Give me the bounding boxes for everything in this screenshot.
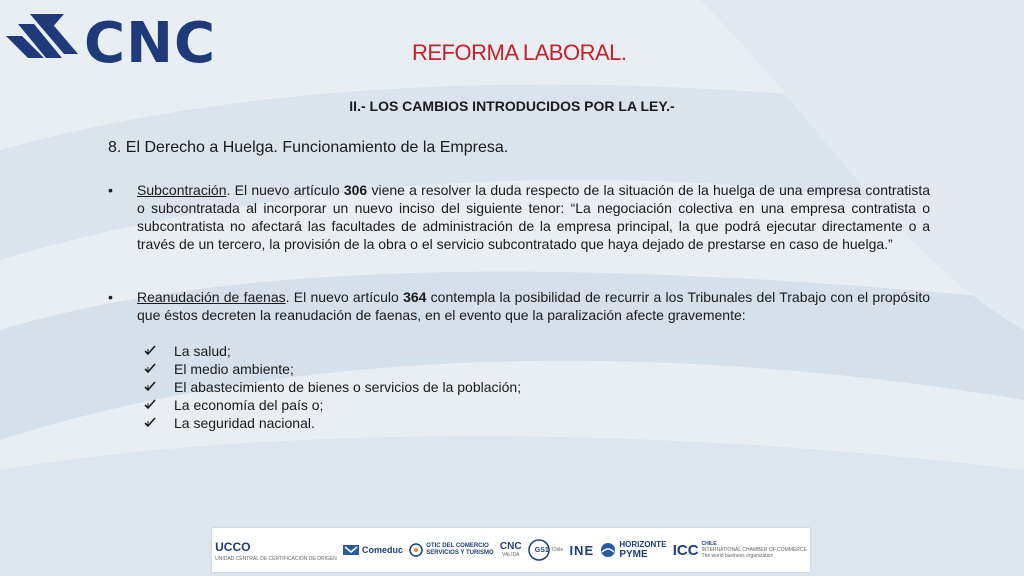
checklist-text: La economía del país o; [174, 397, 324, 413]
arrow-check-icon [144, 399, 156, 411]
icc-line-2: INTERNATIONAL CHAMBER OF COMMERCE [701, 547, 807, 553]
icc-line-3: The world business organization [701, 553, 774, 559]
icc-line-1: CHILE [701, 541, 717, 547]
sponsor-logo-strip [212, 528, 810, 572]
article-number: 364 [403, 289, 427, 305]
otic-line-1: OTIC DEL COMERCIO [426, 543, 489, 549]
otic-star-icon [409, 543, 423, 557]
bullet-paragraph [137, 288, 930, 324]
icc-logo [673, 541, 807, 559]
cnc-valida-subtitle: VALIDA [502, 552, 520, 558]
bullet-marker: • [108, 289, 113, 305]
otic-logo [409, 543, 493, 557]
otic-line-2: SERVICIOS Y TURISMO [426, 550, 494, 556]
checklist-item [144, 414, 521, 432]
checklist-item [144, 378, 521, 396]
arrow-check-icon [144, 381, 156, 393]
article-number: 306 [343, 182, 368, 198]
ine-logo [569, 543, 594, 558]
cnc-swoosh-icon [4, 14, 84, 68]
bullet-text: . El nuevo artículo [226, 182, 344, 198]
arrow-check-icon [144, 417, 156, 429]
cnc-valida-name: CNC [499, 541, 522, 552]
ucco-logo [215, 538, 337, 562]
cnc-valida-logo [500, 542, 522, 558]
bullet-reanudacion [108, 288, 930, 324]
comeduc-logo [343, 543, 403, 557]
checklist-text: El medio ambiente; [174, 361, 294, 377]
pyme-name: PYME [619, 549, 648, 560]
horizonte-name: HORIZONTE [619, 540, 667, 549]
bullet-term: Subcontración [137, 182, 227, 198]
checklist-item [144, 342, 521, 360]
bullet-text: contempla la posibilidad de recurrir a los Tribunales del Trabajo con el propósito que éstos decreten la reanudación de faenas, en el evento que la paralización afecte gravemente: [137, 289, 931, 323]
ine-name: INE [569, 542, 595, 558]
ucco-subtitle: UNIDAD CENTRAL DE CERTIFICACIÓN DE ORIGEN [215, 556, 337, 562]
bullet-text: . El nuevo artículo [285, 289, 404, 305]
gs1-name: GS1 [534, 546, 549, 554]
checklist-text: El abastecimiento de bienes o servicios de la población; [174, 379, 522, 395]
comeduc-name: Comeduc [362, 545, 404, 555]
section-title: II.- LOS CAMBIOS INTRODUCIDOS POR LA LEY.- [349, 98, 675, 114]
cnc-logo [4, 11, 244, 76]
logo-wordmark: CNC [84, 11, 217, 76]
subsection-title: 8. El Derecho a Huelga. Funcionamiento de la Empresa. [108, 139, 509, 156]
bullet-marker: • [108, 182, 113, 198]
bullet-term: Reanudación de faenas [137, 289, 286, 305]
checklist-item [144, 360, 521, 378]
horizonte-pyme-logo [600, 540, 666, 560]
gs1-logo [528, 539, 563, 561]
arrow-check-icon [144, 363, 156, 375]
checklist-text: La salud; [174, 343, 231, 359]
arrow-check-icon [144, 345, 156, 357]
bullet-subcontracion [108, 181, 930, 253]
checklist-text: La seguridad nacional. [174, 415, 315, 431]
icc-name: ICC [672, 541, 699, 559]
checklist [144, 342, 521, 432]
slide-title: REFORMA LABORAL. [412, 40, 627, 65]
bullet-text: viene a resolver la duda respecto de la situación de la huelga de una empresa contratista o subcontratada al incorporar un nuevo inciso del siguiente tenor: “La negociación colectiva en una empresa contratista o subcontratista no afectará las facultades de administración de la empresa principal, la que podrá ejecutar directamente o a través de un tercero, la provisión de la obra o el servicio subcontratado que haya dejado de prestarse en caso de huelga.” [137, 182, 930, 252]
gs1-subtitle: Chile [551, 547, 564, 553]
ucco-name: UCCO [215, 540, 251, 554]
bullet-paragraph [137, 181, 930, 253]
comeduc-icon [343, 543, 359, 557]
horizonte-globe-icon [600, 542, 616, 558]
checklist-item [144, 396, 521, 414]
